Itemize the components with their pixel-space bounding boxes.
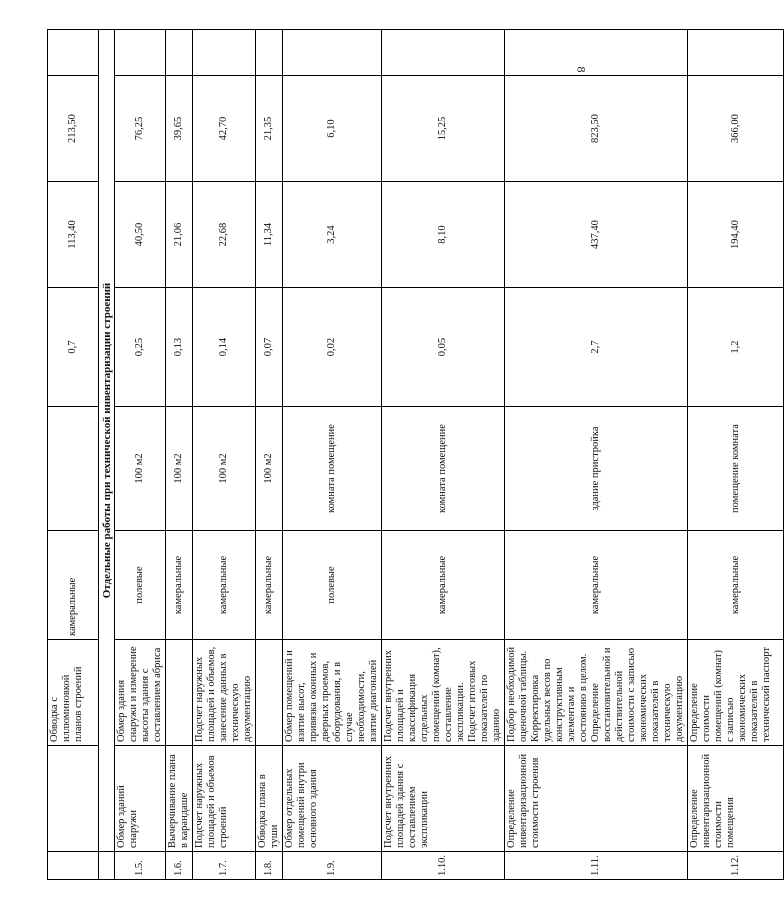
cell-price2: 42,70 <box>193 76 256 182</box>
table-row <box>166 30 193 880</box>
cell-name: Обмер отдельных помещений внутри основного здания <box>283 746 382 852</box>
cell-coef: 0,02 <box>283 288 382 407</box>
cell-description: Определение стоимости помещений (комнат) с записью экономических показателей в технический паспорт <box>688 640 784 746</box>
cell-price2: 21,35 <box>256 76 283 182</box>
table-row <box>48 30 99 880</box>
price-table <box>47 29 784 880</box>
cell-unit <box>48 407 99 531</box>
cell-description: Обмер помещений и взятие высот, привязка оконных и дверных проемов, оборудования, и в случае необходимости, взятие диагоналей <box>283 640 382 746</box>
cell-description: Подбор необходимой оценочной таблицы. Корректировка удельных весов по конструктивным элементам и состоянию в целом. Определение восстановительной и действительной стоимости с записью экономических показателей в техническую документацию <box>505 640 688 746</box>
cell-price1: 11,34 <box>256 182 283 288</box>
section-row <box>99 30 115 880</box>
cell-coef: 2,7 <box>505 288 688 407</box>
cell-no: 1.11. <box>505 852 688 880</box>
cell-type: камеральные <box>688 531 784 640</box>
cell-description: Обмер здания снаружи и измерение высоты здания с составлением абриса <box>115 640 166 746</box>
cell-empty <box>256 30 283 76</box>
cell-unit: 100 м2 <box>193 407 256 531</box>
cell-unit: 100 м2 <box>256 407 283 531</box>
table-row <box>283 30 382 880</box>
cell-empty <box>193 30 256 76</box>
cell-no: 1.5. <box>115 852 166 880</box>
cell-unit: здание пристройка <box>505 407 688 531</box>
cell-price1: 22,68 <box>193 182 256 288</box>
cell-price1: 194,40 <box>688 182 784 288</box>
cell-price2: 823,50 <box>505 76 688 182</box>
section-title: Отдельные работы при технической инвентаризации строений <box>99 30 115 852</box>
cell-price2: 6,10 <box>283 76 382 182</box>
cell-empty <box>99 852 115 880</box>
cell-price1: 21,06 <box>166 182 193 288</box>
cell-no: 1.7. <box>193 852 256 880</box>
cell-coef: 0,14 <box>193 288 256 407</box>
page-number: 8 <box>574 66 589 73</box>
cell-description: Подсчет наружных площадей и объемов, занесение данных в техническую документацию <box>193 640 256 746</box>
table-row <box>688 30 784 880</box>
cell-price2: 15,25 <box>382 76 505 182</box>
cell-type: камеральные <box>48 531 99 640</box>
cell-coef: 0,07 <box>256 288 283 407</box>
cell-price2: 39,65 <box>166 76 193 182</box>
cell-description: Подсчет внутренних площадей и классификация отдельных помещений (комнат), составление экспликации. Подсчет итоговых показателей по зданию <box>382 640 505 746</box>
table-row <box>505 30 688 880</box>
cell-coef: 1,2 <box>688 288 784 407</box>
cell-type: камеральные <box>505 531 688 640</box>
cell-price1: 3,24 <box>283 182 382 288</box>
cell-type: камеральные <box>256 531 283 640</box>
cell-coef: 0,13 <box>166 288 193 407</box>
cell-name <box>48 746 99 852</box>
table-row <box>256 30 283 880</box>
cell-name: Вычерчивание плана в карандаше <box>166 746 193 852</box>
cell-no: 1.12. <box>688 852 784 880</box>
cell-no: 1.9. <box>283 852 382 880</box>
table-row <box>115 30 166 880</box>
price-table-rotated <box>47 30 772 880</box>
cell-empty <box>283 30 382 76</box>
cell-type: полевые <box>283 531 382 640</box>
cell-unit: помещение комната <box>688 407 784 531</box>
cell-price1: 437,40 <box>505 182 688 288</box>
cell-empty <box>115 30 166 76</box>
cell-no: 1.6. <box>166 852 193 880</box>
cell-unit: 100 м2 <box>166 407 193 531</box>
cell-empty <box>382 30 505 76</box>
cell-no <box>48 852 99 880</box>
cell-name: Обмер зданий снаружи <box>115 746 166 852</box>
cell-type: камеральные <box>382 531 505 640</box>
cell-type: камеральные <box>166 531 193 640</box>
cell-type: камеральные <box>193 531 256 640</box>
cell-name: Определение инвентаризационной стоимости помещения <box>688 746 784 852</box>
cell-description <box>166 640 193 746</box>
table-row <box>193 30 256 880</box>
cell-type: полевые <box>115 531 166 640</box>
cell-price1: 40,50 <box>115 182 166 288</box>
cell-no: 1.10. <box>382 852 505 880</box>
cell-coef: 0,05 <box>382 288 505 407</box>
cell-coef: 0,25 <box>115 288 166 407</box>
cell-unit: комната помещение <box>382 407 505 531</box>
cell-name: Определение инвентаризационной стоимости строения <box>505 746 688 852</box>
table-row <box>382 30 505 880</box>
cell-description: Обводка с иллюминовкой планов строений <box>48 640 99 746</box>
cell-name: Подсчет внутренних площадей здания с составлением экспликации <box>382 746 505 852</box>
cell-empty <box>505 30 688 76</box>
cell-price2: 76,25 <box>115 76 166 182</box>
cell-coef: 0,7 <box>48 288 99 407</box>
cell-price1: 8,10 <box>382 182 505 288</box>
cell-empty <box>166 30 193 76</box>
cell-price2: 213,50 <box>48 76 99 182</box>
cell-empty <box>688 30 784 76</box>
cell-unit: комната помещение <box>283 407 382 531</box>
cell-name: Подсчет наружных площадей и объемов строений <box>193 746 256 852</box>
cell-name: Обводка плана в туши <box>256 746 283 852</box>
cell-description <box>256 640 283 746</box>
cell-price2: 366,00 <box>688 76 784 182</box>
cell-unit: 100 м2 <box>115 407 166 531</box>
cell-price1: 113,40 <box>48 182 99 288</box>
cell-empty <box>48 30 99 76</box>
cell-no: 1.8. <box>256 852 283 880</box>
